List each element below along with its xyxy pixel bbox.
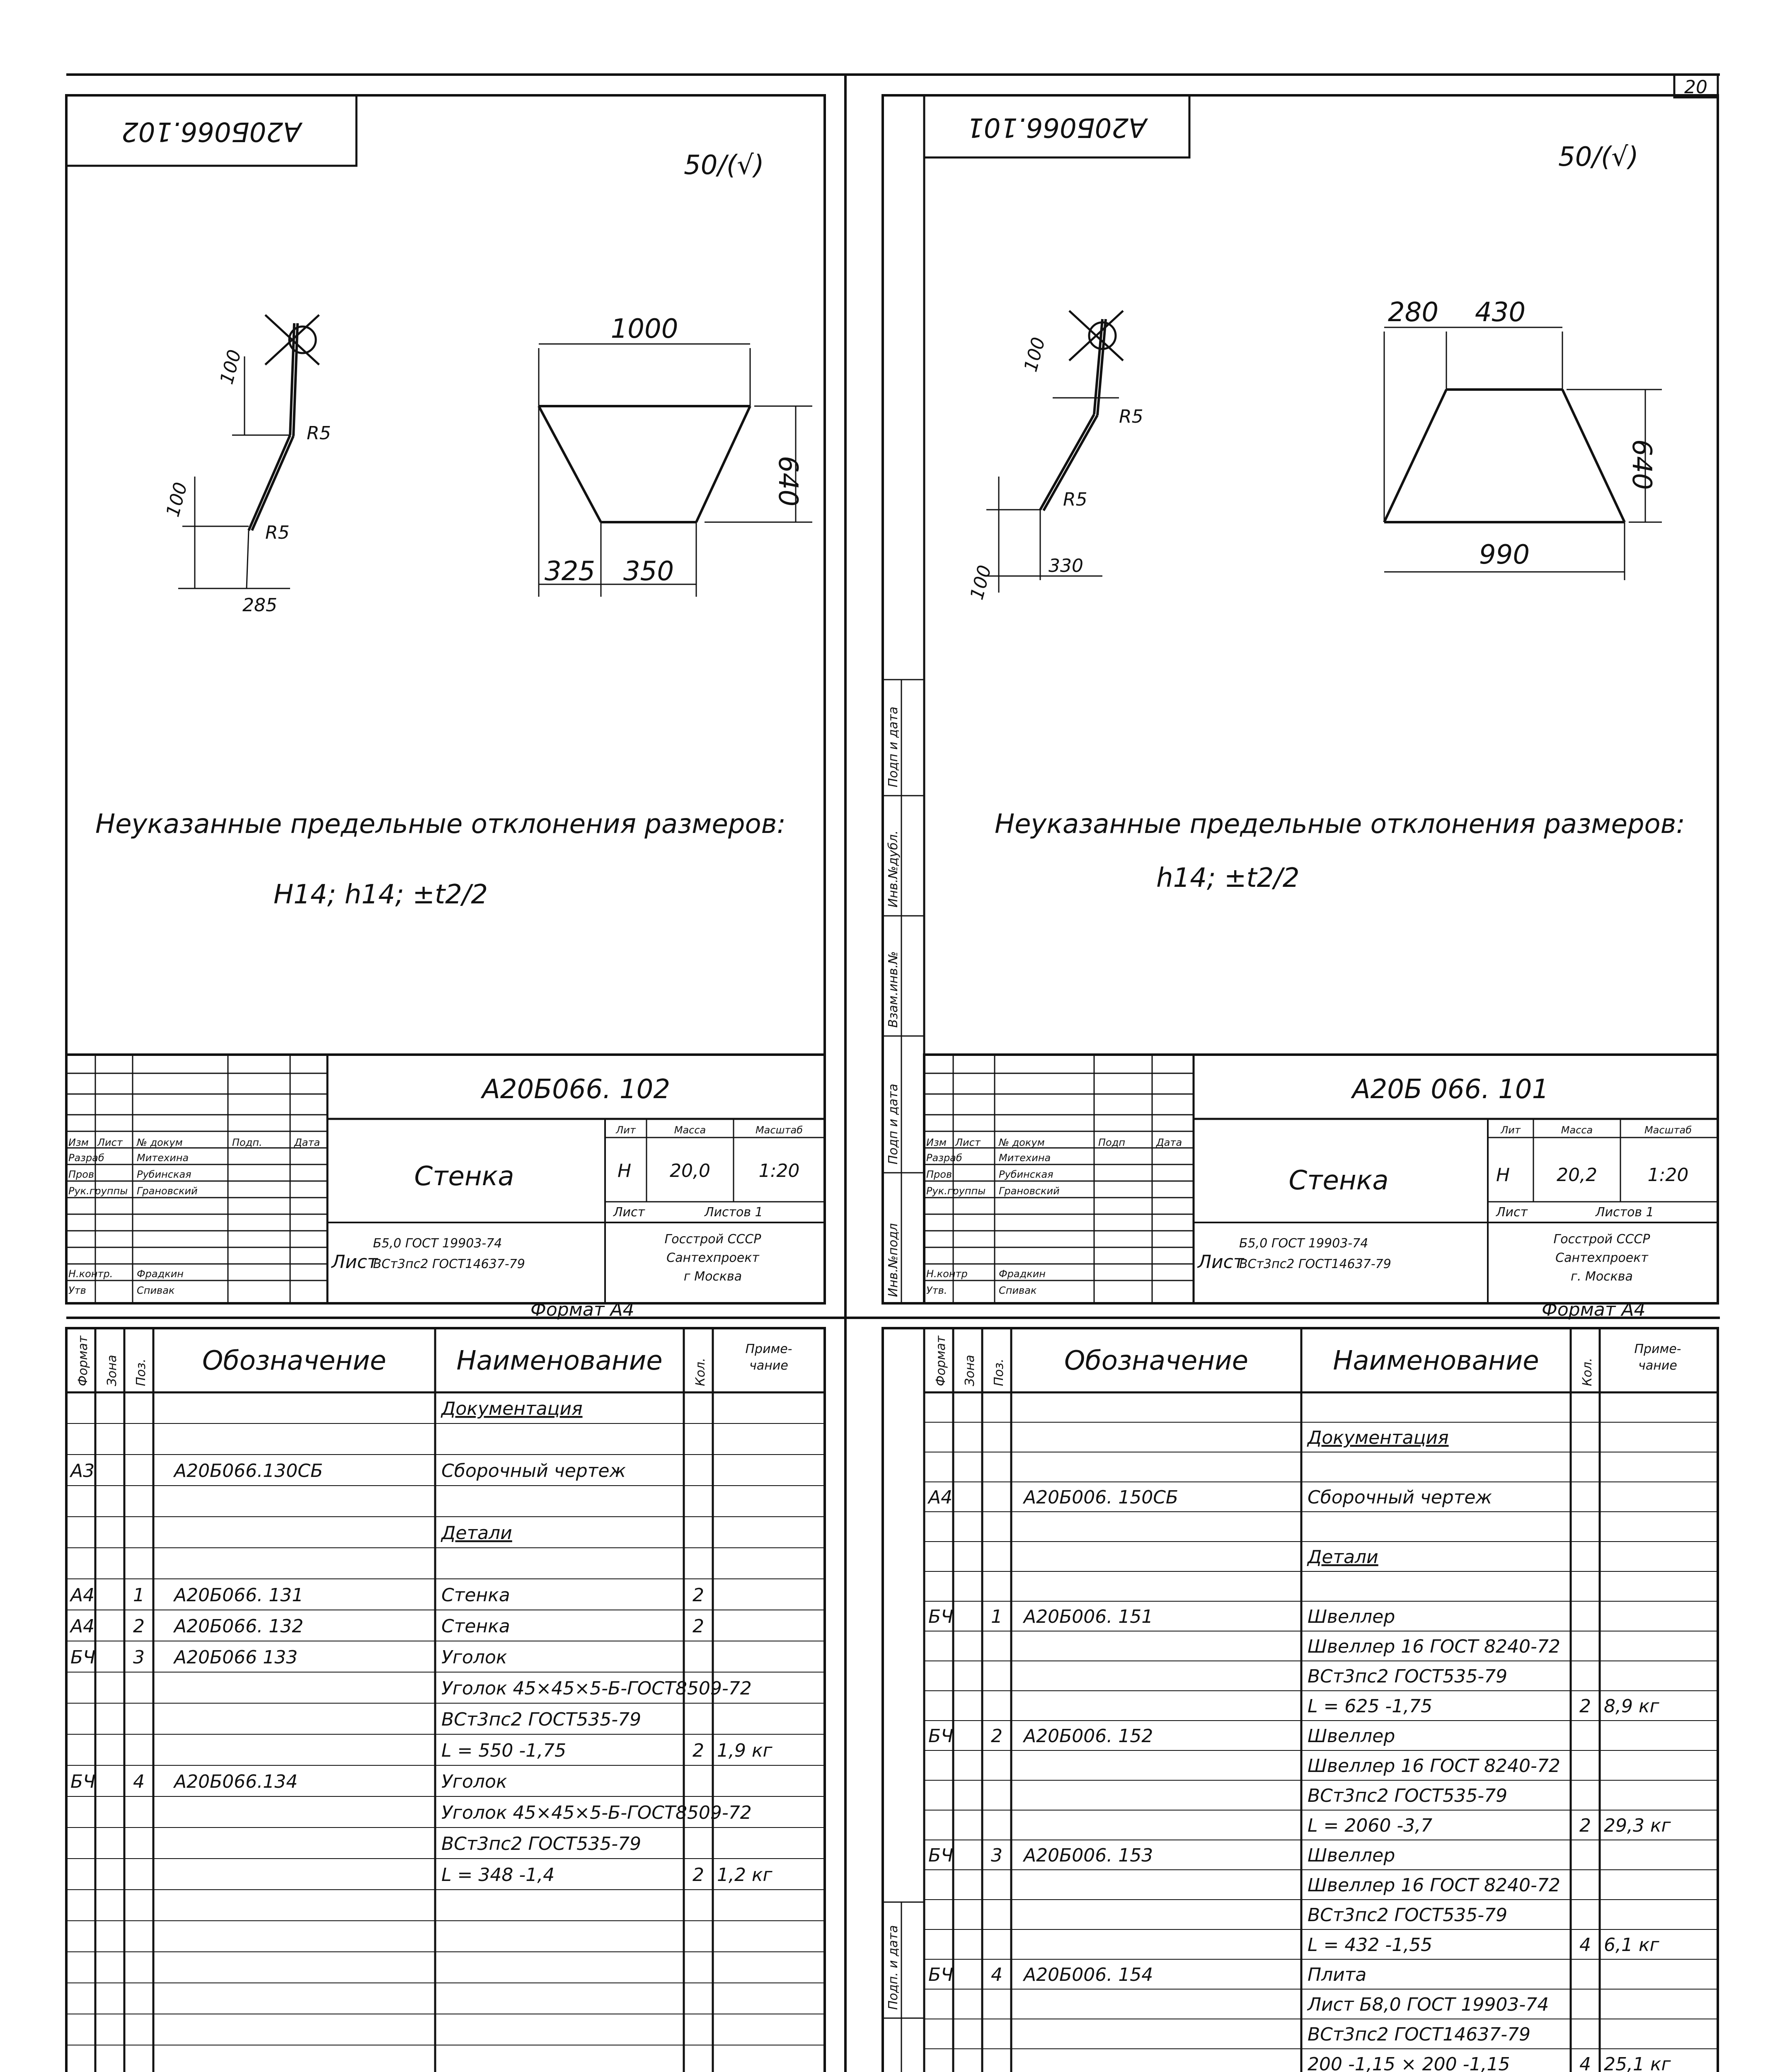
q3-h-name: Наименование bbox=[456, 1346, 663, 1376]
q3-cell-note: 1,9 кг bbox=[717, 1740, 772, 1761]
q4-cell-note: 6,1 кг bbox=[1604, 1934, 1659, 1956]
q2-tb-lit: Н bbox=[1496, 1164, 1510, 1186]
q1-role-4: Н.контр. bbox=[68, 1268, 113, 1280]
q3-table-row bbox=[69, 1585, 704, 1606]
q3-h-note: Приме- bbox=[745, 1342, 792, 1356]
q2-side-1: Подп и дата bbox=[886, 1084, 901, 1164]
q2-side-4: Подп и дата bbox=[886, 707, 901, 787]
q2-tb-scale: 1:20 bbox=[1647, 1164, 1689, 1186]
q3-h-zone: Зона bbox=[105, 1355, 119, 1386]
q1-role-0: Разраб bbox=[68, 1152, 104, 1164]
q4-spec bbox=[883, 1328, 1718, 2072]
q3-cell-name: Стенка bbox=[441, 1616, 510, 1637]
q4-cell-name: 200 -1,15 × 200 -1,15 bbox=[1308, 2053, 1510, 2072]
q3-cell-name: ВСт3пс2 ГОСТ535-79 bbox=[441, 1833, 642, 1854]
q2-tb-org-1: Госстрой СССР bbox=[1553, 1232, 1650, 1247]
q1-drawing bbox=[66, 95, 825, 1303]
q3-cell-pos: 4 bbox=[133, 1771, 145, 1792]
q1-tb-scale: 1:20 bbox=[758, 1160, 800, 1181]
q4-cell-name: Швеллер 16 ГОСТ 8240-72 bbox=[1308, 1636, 1560, 1657]
q4-cell-name: Швеллер bbox=[1308, 1725, 1395, 1747]
q4-table-row bbox=[1308, 2024, 1530, 2045]
q1-tb-org-1: Госстрой СССР bbox=[664, 1232, 761, 1247]
q3-cell-qty: 2 bbox=[693, 1740, 704, 1761]
q3-table-row bbox=[441, 1398, 583, 1419]
q1-tb-mat-prefix: Лист bbox=[332, 1251, 378, 1273]
q3-cell-name: Стенка bbox=[441, 1585, 510, 1606]
q3-cell-fmt: А4 bbox=[70, 1616, 95, 1637]
q4-cell-name: ВСт3пс2 ГОСТ14637-79 bbox=[1308, 2024, 1531, 2045]
q1-dim-100b: 100 bbox=[162, 480, 192, 519]
q3-h-format: Формат bbox=[76, 1336, 90, 1386]
q1-tb-mass: 20,0 bbox=[670, 1160, 710, 1181]
q4-table-row bbox=[1308, 1905, 1507, 1926]
q1-tb-lit-h: Лит bbox=[616, 1124, 636, 1136]
q3-cell-pos: 3 bbox=[133, 1647, 145, 1668]
q3-h-designation: Обозначение bbox=[202, 1346, 387, 1376]
q3-h-note2: чание bbox=[749, 1358, 788, 1373]
q4-h-pos: Поз. bbox=[992, 1358, 1006, 1386]
q2-profile bbox=[986, 319, 1119, 593]
q4-table-row bbox=[1308, 1755, 1560, 1777]
q4-cell-qty: 4 bbox=[1579, 1934, 1591, 1956]
q2-dim-r5a: R5 bbox=[1119, 406, 1143, 427]
q2-tb-scale-h: Масштаб bbox=[1644, 1124, 1692, 1136]
q1-hdr-list: Лист bbox=[97, 1137, 123, 1148]
q4-table-row bbox=[928, 1845, 1395, 1866]
q1-hdr-sign: Подп. bbox=[232, 1137, 262, 1148]
q4-h-name: Наименование bbox=[1333, 1346, 1539, 1376]
q4-cell-pos: 4 bbox=[991, 1964, 1003, 1985]
q4-cell-name: Детали bbox=[1308, 1546, 1378, 1568]
q1-tb-org-2: Сантехпроект bbox=[666, 1251, 759, 1265]
q4-h-format: Формат bbox=[934, 1336, 948, 1386]
q3-cell-designation: А20Б066.130СБ bbox=[174, 1460, 323, 1481]
q4-table-row bbox=[1307, 1547, 1378, 1568]
q4-cell-name: Швеллер 16 ГОСТ 8240-72 bbox=[1308, 1874, 1560, 1896]
q4-cell-qty: 4 bbox=[1579, 2053, 1591, 2072]
q2-tb-sheets: Листов 1 bbox=[1596, 1205, 1654, 1220]
q4-h-designation: Обозначение bbox=[1064, 1346, 1249, 1376]
q1-tb-name: Стенка bbox=[414, 1161, 514, 1192]
q3-cell-fmt: А4 bbox=[70, 1585, 95, 1606]
q2-hdr-sign: Подп bbox=[1098, 1137, 1126, 1148]
q3-cell-name: ВСт3пс2 ГОСТ535-79 bbox=[441, 1709, 642, 1730]
q3-spec bbox=[66, 1328, 825, 2072]
q3-table-row bbox=[70, 1771, 507, 1792]
q2-name-2: Грановский bbox=[999, 1185, 1060, 1197]
q1-tb-sheet: Лист bbox=[613, 1205, 645, 1220]
q3-cell-fmt: БЧ bbox=[70, 1771, 96, 1792]
q4-cell-designation: А20Б006. 151 bbox=[1024, 1606, 1153, 1627]
q1-hdr-izm: Изм bbox=[68, 1137, 89, 1148]
q2-role-4: Н.контр bbox=[926, 1268, 968, 1280]
q1-dim-100a: 100 bbox=[216, 347, 246, 387]
q1-name-1: Рубинская bbox=[137, 1169, 191, 1180]
q3-table-row bbox=[69, 1616, 704, 1637]
q3-h-pos: Поз. bbox=[134, 1358, 148, 1386]
q4-cell-name: Швеллер bbox=[1308, 1606, 1395, 1627]
q3-table-row bbox=[441, 1740, 773, 1761]
q2-dim-990: 990 bbox=[1479, 540, 1530, 570]
q1-dim-285: 285 bbox=[242, 595, 277, 616]
q4-cell-pos: 3 bbox=[991, 1844, 1003, 1866]
q2-dim-640: 640 bbox=[1626, 439, 1657, 490]
q1-tb-sheets: Листов 1 bbox=[705, 1205, 763, 1220]
q2-role-2: Рук.группы bbox=[926, 1185, 986, 1197]
q4-cell-fmt: А4 bbox=[928, 1486, 953, 1508]
q3-cell-pos: 1 bbox=[133, 1585, 145, 1606]
q1-role-1: Пров. bbox=[68, 1169, 97, 1180]
q2-tb-code: А20Б 066. 101 bbox=[1352, 1074, 1549, 1105]
q1-role-5: Утв bbox=[68, 1285, 86, 1296]
q1-note-line1: Неуказанные предельные отклонения размеров: bbox=[95, 809, 786, 840]
q1-dim-350: 350 bbox=[623, 556, 674, 587]
q3-cell-qty: 2 bbox=[693, 1616, 704, 1637]
q2-mirrored-code: А20Б066.101 bbox=[967, 112, 1147, 143]
q2-dim-430: 430 bbox=[1475, 297, 1526, 328]
q3-h-qty: Кол. bbox=[693, 1358, 708, 1386]
q1-name-2: Грановский bbox=[137, 1185, 198, 1197]
q3-cell-fmt: БЧ bbox=[70, 1647, 96, 1668]
q4-cell-pos: 1 bbox=[991, 1606, 1003, 1627]
q4-table-row bbox=[1308, 1934, 1660, 1956]
q3-table-row bbox=[441, 1709, 641, 1730]
q4-table-row bbox=[1308, 1815, 1671, 1836]
q4-table-row bbox=[1308, 2054, 1671, 2072]
q2-roughness: 50/(√) bbox=[1558, 142, 1639, 172]
q3-cell-name: Сборочный чертеж bbox=[441, 1460, 626, 1481]
q2-dim-280: 280 bbox=[1388, 297, 1439, 328]
q3-table-row bbox=[441, 1864, 773, 1886]
q4-cell-name: ВСт3пс2 ГОСТ535-79 bbox=[1308, 1665, 1508, 1687]
q3-cell-designation: А20Б066.134 bbox=[174, 1771, 298, 1792]
q2-tb-mat-prefix: Лист bbox=[1198, 1251, 1244, 1273]
q2-side-0: Инв.№подл bbox=[886, 1223, 901, 1297]
q1-name-4: Фрадкин bbox=[137, 1268, 184, 1280]
q2-tb-mat-2: ВСт3пс2 ГОСТ14637-79 bbox=[1239, 1257, 1391, 1271]
q1-name-5: Спивак bbox=[137, 1285, 175, 1296]
q1-tb-org-3: г Москва bbox=[683, 1269, 742, 1284]
q4-table-row bbox=[1308, 1696, 1660, 1717]
q2-note-line2: h14; ±t2/2 bbox=[1156, 863, 1300, 893]
q2-format: Формат А4 bbox=[1542, 1299, 1646, 1320]
q3-table-row bbox=[70, 1647, 507, 1668]
q2-name-0: Митехина bbox=[999, 1152, 1051, 1164]
q1-hdr-doc: № докум bbox=[137, 1137, 183, 1148]
q3-cell-fmt: А3 bbox=[70, 1460, 95, 1481]
q1-tb-code: А20Б066. 102 bbox=[482, 1074, 671, 1105]
q1-tb-mass-h: Масса bbox=[674, 1124, 706, 1136]
q1-dim-r5b: R5 bbox=[265, 522, 290, 543]
q2-tb-mass-h: Масса bbox=[1561, 1124, 1593, 1136]
q4-table-row bbox=[1307, 1427, 1449, 1448]
q2-tb-org-3: г. Москва bbox=[1571, 1269, 1633, 1284]
q2-hdr-date: Дата bbox=[1156, 1137, 1182, 1148]
q4-cell-name: L = 625 -1,75 bbox=[1308, 1695, 1433, 1717]
q2-hdr-list: Лист bbox=[955, 1137, 981, 1148]
q3-cell-name: Уголок 45×45×5-Б-ГОСТ8509-72 bbox=[441, 1802, 752, 1823]
q1-tb-mat-2: ВСт3пс2 ГОСТ14637-79 bbox=[373, 1257, 525, 1271]
q2-dim-r5b: R5 bbox=[1063, 489, 1087, 510]
q2-role-5: Утв. bbox=[926, 1285, 947, 1296]
q4-cell-fmt: БЧ bbox=[928, 1725, 954, 1747]
q2-hdr-izm: Изм bbox=[926, 1137, 947, 1148]
q3-cell-designation: А20Б066. 131 bbox=[174, 1585, 304, 1606]
q1-title-block bbox=[66, 1055, 825, 1320]
q2-tb-name: Стенка bbox=[1288, 1165, 1389, 1196]
q4-cell-name: L = 2060 -3,7 bbox=[1308, 1815, 1433, 1836]
q3-cell-name: L = 550 -1,75 bbox=[441, 1740, 567, 1761]
q2-dim-330: 330 bbox=[1049, 555, 1083, 576]
q1-tb-scale-h: Масштаб bbox=[755, 1124, 803, 1136]
q4-table-row bbox=[1308, 1785, 1507, 1806]
q4-side-4: Подп. и дата bbox=[886, 1925, 901, 2010]
q3-cell-name: Документация bbox=[441, 1398, 583, 1419]
q2-dim-100a: 100 bbox=[1020, 335, 1050, 374]
q3-cell-note: 1,2 кг bbox=[717, 1864, 772, 1886]
q1-hdr-date: Дата bbox=[294, 1137, 320, 1148]
q2-tb-org-2: Сантехпроект bbox=[1555, 1251, 1648, 1265]
q2-role-0: Разраб bbox=[926, 1152, 962, 1164]
q4-cell-designation: А20Б006. 152 bbox=[1024, 1725, 1153, 1747]
q1-name-0: Митехина bbox=[137, 1152, 189, 1164]
q4-cell-designation: А20Б006. 150СБ bbox=[1024, 1486, 1179, 1508]
q4-cell-qty: 2 bbox=[1579, 1695, 1591, 1717]
q3-table-row bbox=[441, 1802, 752, 1823]
q1-mirrored-code: А20Б066.102 bbox=[121, 116, 301, 147]
q4-cell-name: Швеллер 16 ГОСТ 8240-72 bbox=[1308, 1755, 1560, 1777]
q2-tb-sheet: Лист bbox=[1496, 1205, 1528, 1220]
q4-cell-fmt: БЧ bbox=[928, 1844, 954, 1866]
q4-cell-designation: А20Б006. 154 bbox=[1024, 1964, 1153, 1985]
q4-cell-fmt: БЧ bbox=[928, 1606, 954, 1627]
q4-cell-name: Лист Б8,0 ГОСТ 19903-74 bbox=[1308, 1994, 1549, 2015]
q2-side-3: Инв.№дубл. bbox=[886, 830, 901, 908]
q2-name-1: Рубинская bbox=[999, 1169, 1053, 1180]
q4-h-zone: Зона bbox=[963, 1355, 977, 1386]
q4-cell-qty: 2 bbox=[1579, 1815, 1591, 1836]
q4-cell-note: 25,1 кг bbox=[1604, 2053, 1671, 2072]
q1-dim-r5a: R5 bbox=[307, 423, 331, 444]
q1-tb-lit: Н bbox=[617, 1160, 632, 1181]
q2-name-5: Спивак bbox=[999, 1285, 1037, 1296]
q3-cell-qty: 2 bbox=[693, 1864, 704, 1886]
q4-cell-fmt: БЧ bbox=[928, 1964, 954, 1985]
q3-cell-designation: А20Б066 133 bbox=[174, 1647, 298, 1668]
q2-title-block bbox=[924, 1055, 1718, 1320]
q4-table-row bbox=[1308, 1875, 1560, 1896]
q4-cell-name: Швеллер bbox=[1308, 1844, 1395, 1866]
q4-table-row bbox=[1308, 1636, 1560, 1657]
q1-dim-1000: 1000 bbox=[610, 314, 678, 344]
q1-format: Формат А4 bbox=[530, 1299, 634, 1320]
q2-tb-mat-1: Б5,0 ГОСТ 19903-74 bbox=[1239, 1236, 1368, 1251]
q1-note-line2: H14; h14; ±t2/2 bbox=[274, 879, 488, 910]
q4-h-qty: Кол. bbox=[1580, 1358, 1595, 1386]
q3-table-row bbox=[441, 1678, 752, 1699]
q2-tb-mass: 20,2 bbox=[1557, 1164, 1597, 1186]
q1-tb-mat-1: Б5,0 ГОСТ 19903-74 bbox=[373, 1236, 502, 1251]
page-number: 20 bbox=[1684, 77, 1707, 98]
q2-tb-lit-h: Лит bbox=[1501, 1124, 1521, 1136]
q1-role-2: Рук.группы bbox=[68, 1185, 128, 1197]
q3-cell-name: Детали bbox=[441, 1523, 512, 1544]
q2-name-4: Фрадкин bbox=[999, 1268, 1046, 1280]
q4-cell-note: 8,9 кг bbox=[1604, 1695, 1659, 1717]
q2-dim-100b: 100 bbox=[966, 563, 996, 602]
q3-cell-name: Уголок bbox=[441, 1647, 507, 1668]
q4-cell-pos: 2 bbox=[991, 1725, 1003, 1747]
q3-cell-name: Уголок bbox=[441, 1771, 507, 1792]
q3-cell-designation: А20Б066. 132 bbox=[174, 1616, 304, 1637]
q3-cell-name: L = 348 -1,4 bbox=[441, 1864, 555, 1886]
q4-table-row bbox=[928, 1726, 1395, 1747]
q4-cell-name: Документация bbox=[1308, 1427, 1449, 1448]
q4-table-row bbox=[1307, 1994, 1549, 2015]
q4-table-row bbox=[928, 1606, 1395, 1627]
q4-cell-note: 29,3 кг bbox=[1604, 1815, 1671, 1836]
q2-side-2: Взам.инв.№ bbox=[886, 951, 901, 1028]
q2-note-line1: Неуказанные предельные отклонения размеров: bbox=[995, 809, 1685, 840]
q4-cell-name: Сборочный чертеж bbox=[1308, 1486, 1492, 1508]
q4-cell-name: ВСт3пс2 ГОСТ535-79 bbox=[1308, 1904, 1508, 1926]
q4-cell-name: ВСт3пс2 ГОСТ535-79 bbox=[1308, 1785, 1508, 1806]
q3-cell-qty: 2 bbox=[693, 1585, 704, 1606]
q3-table-row bbox=[441, 1523, 512, 1544]
q4-h-note: Приме- bbox=[1634, 1342, 1681, 1356]
q2-role-1: Пров. bbox=[926, 1169, 955, 1180]
q1-dim-640: 640 bbox=[772, 456, 803, 507]
q3-cell-name: Уголок 45×45×5-Б-ГОСТ8509-72 bbox=[441, 1678, 752, 1699]
q1-roughness: 50/(√) bbox=[684, 150, 764, 181]
q4-cell-designation: А20Б006. 153 bbox=[1024, 1844, 1153, 1866]
q3-table-row bbox=[441, 1833, 641, 1854]
q4-cell-name: L = 432 -1,55 bbox=[1308, 1934, 1433, 1956]
q2-drawing bbox=[883, 95, 1718, 1303]
q1-dim-325: 325 bbox=[544, 556, 596, 587]
q4-cell-name: Плита bbox=[1308, 1964, 1367, 1985]
q4-table-row bbox=[1308, 1666, 1507, 1687]
q2-hdr-doc: № докум bbox=[999, 1137, 1045, 1148]
q3-cell-pos: 2 bbox=[133, 1616, 145, 1637]
q4-h-note2: чание bbox=[1638, 1358, 1677, 1373]
